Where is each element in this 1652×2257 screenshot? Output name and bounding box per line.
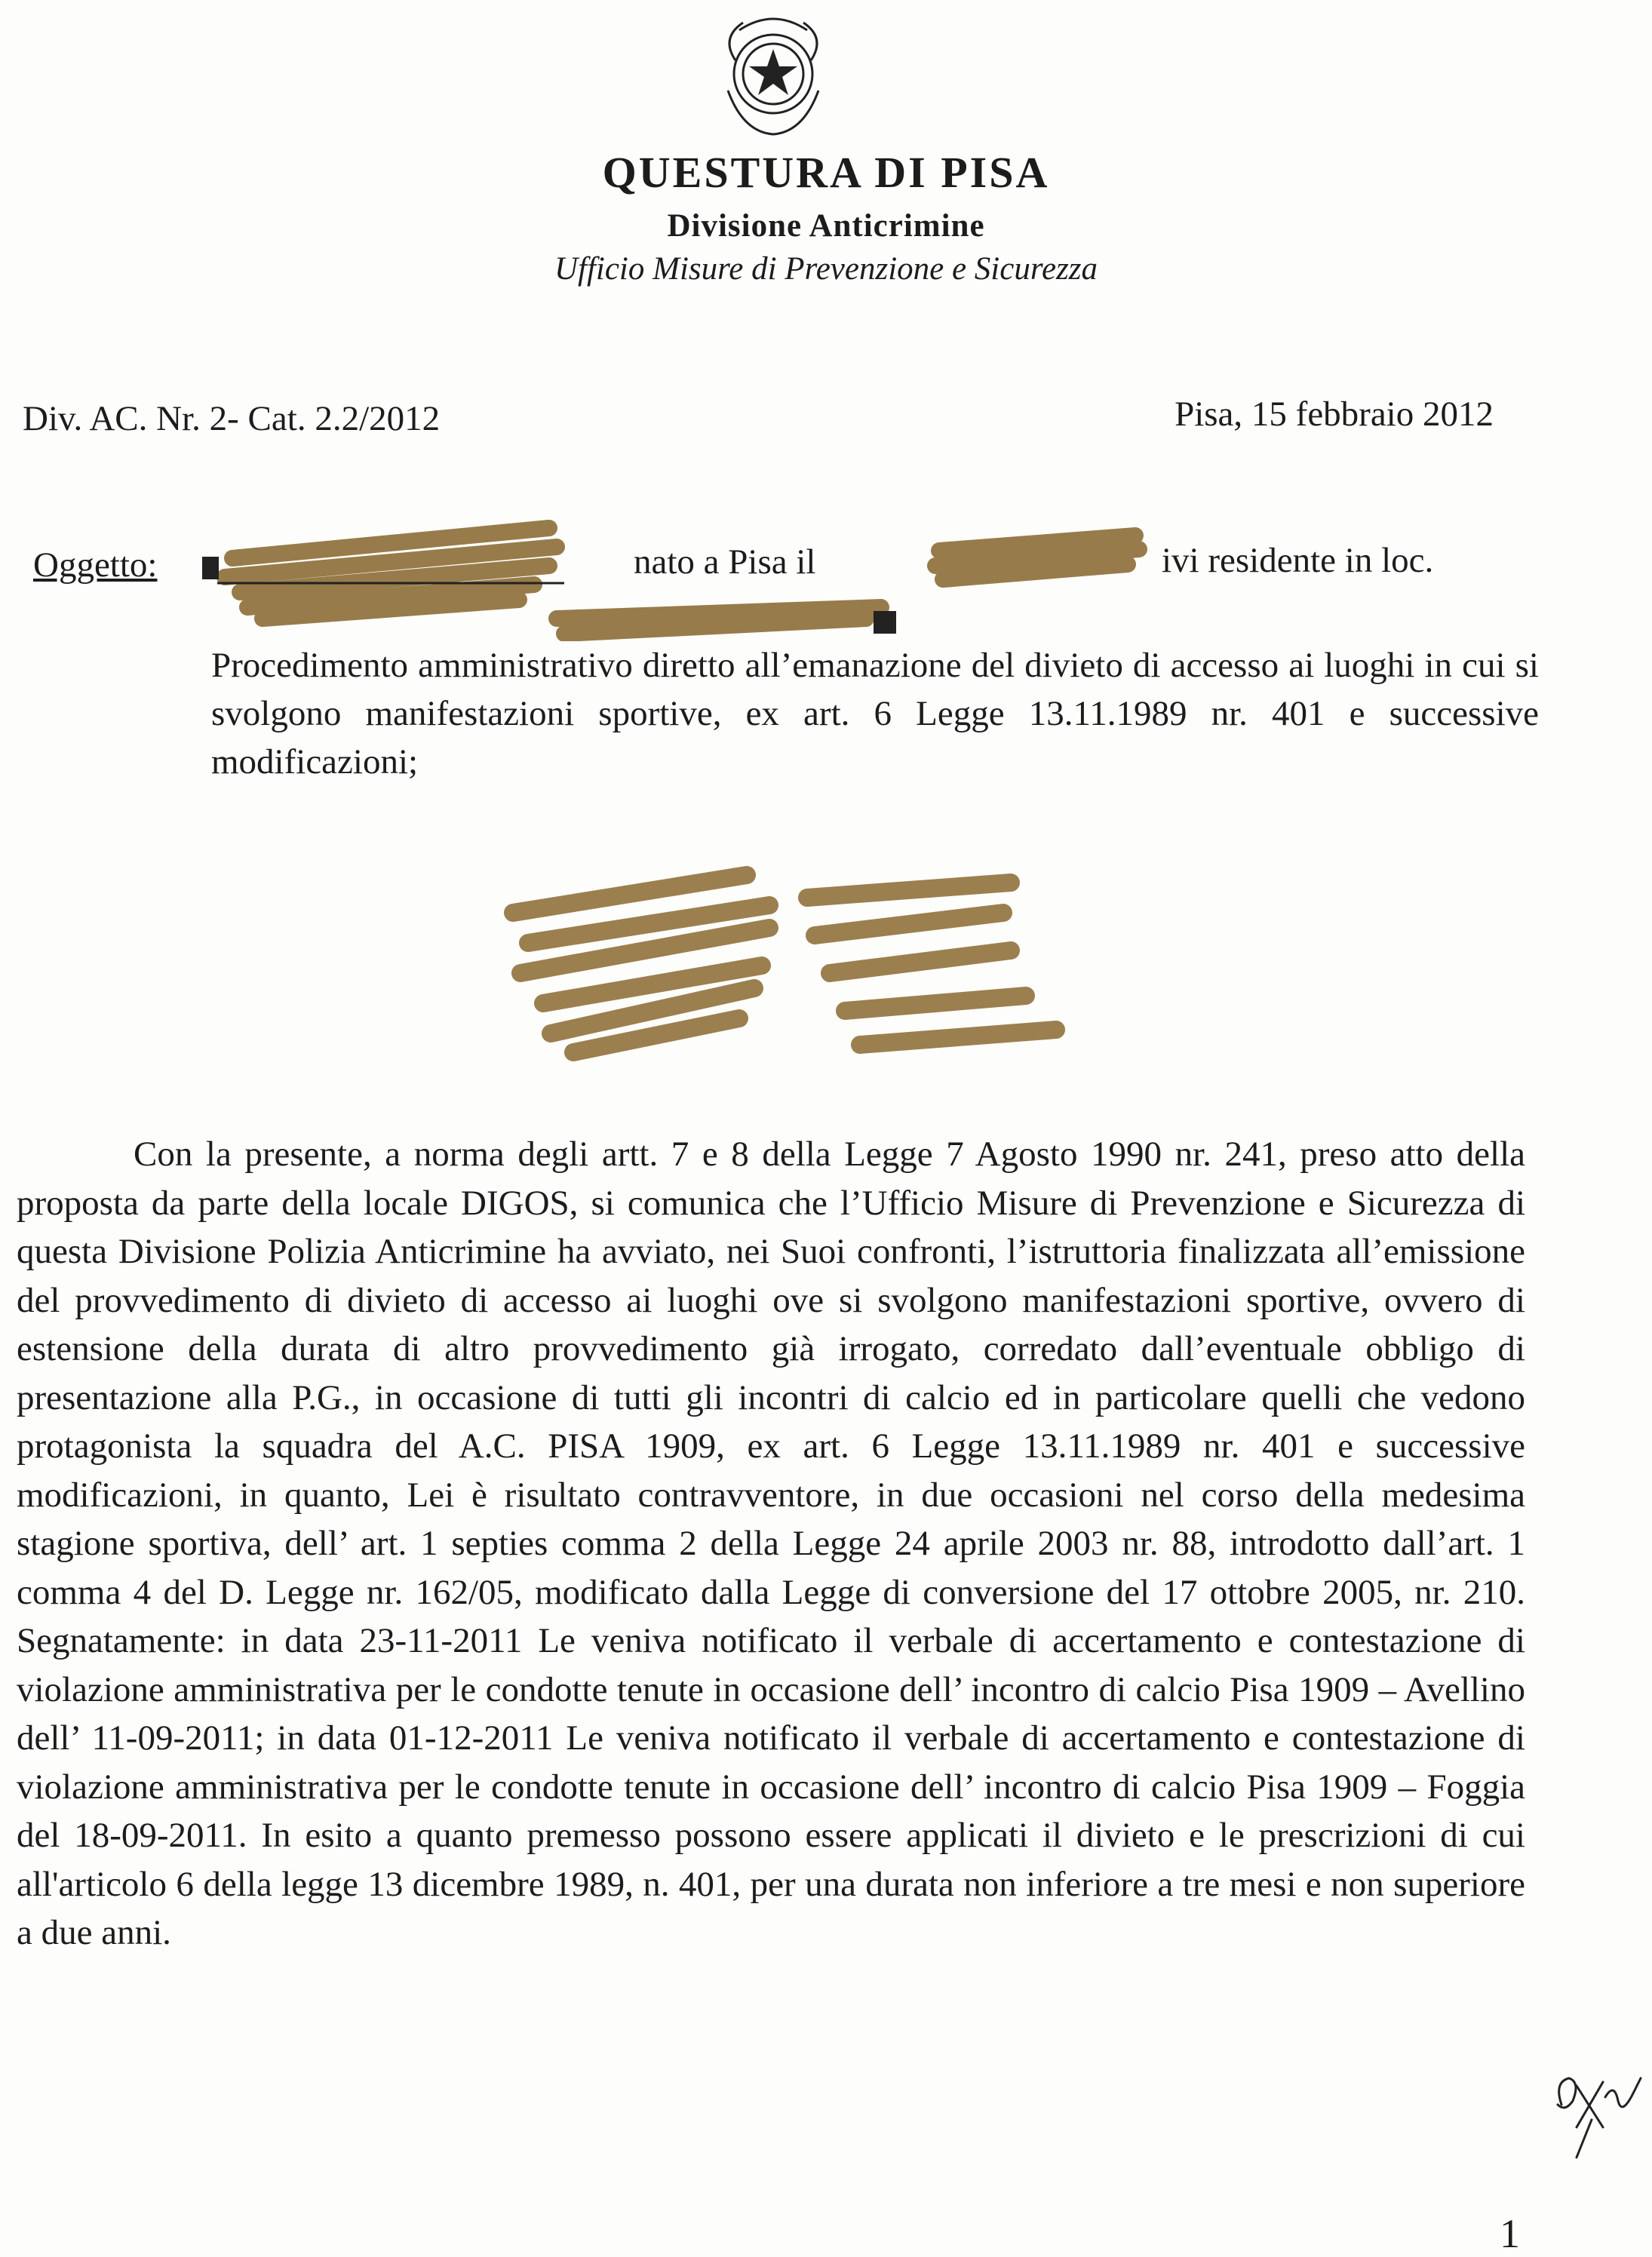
initials-signature xyxy=(1546,2052,1644,2165)
subject-label: Oggetto: xyxy=(33,545,158,585)
redacted-birthdate xyxy=(924,520,1150,596)
redacted-block xyxy=(483,860,1116,1086)
subject-text: Procedimento amministrativo diretto all’emanazione del divieto di accesso ai luoghi in cui si svolgono manifestazioni sportive, ex art. 6 Legge 13.11.1989 nr. 401 e successive modificazioni; xyxy=(211,646,1539,782)
unit-title: Ufficio Misure di Prevenzione e Sicurezza xyxy=(554,251,1098,287)
page-number: 1 xyxy=(1500,2211,1520,2256)
division-title: Divisione Anticrimine xyxy=(667,208,985,244)
office-title: QUESTURA DI PISA xyxy=(602,148,1050,197)
body-paragraph: Con la presente, a norma degli artt. 7 e 8 della Legge 7 Agosto 1990 nr. 241, preso atto della proposta da parte della locale DIGOS, si comunica che l’Ufficio Misure di Prevenzione e Sicurezza di questa Divisione Polizia Anticrimine ha avviato, nei Suoi confronti, l’istruttoria finalizzata all’emissione del provvedimento di divieto di accesso ai luoghi ove si svolgono manifestazioni sportive, ovvero di estensione della durata di altro provvedimento già irrogato, corredato dall’eventuale obbligo di presentazione alla P.G., in occasione di tutti gli incontri di calcio ed in particolare quelli che vedono protagonista la squadra del A.C. PISA 1909, ex art. 6 Legge 13.11.1989 nr. 401 e successive modificazioni, in quanto, Lei è risultato contravventore, in due occasioni nel corso della medesima stagione sportiva, dell’ art. 1 septies comma 2 della Legge 24 aprile 2003 nr. 88, introdotto dall’art. 1 comma 4 del D. Legge nr. 162/05, modificato dalla Legge di conversione del 17 ottobre 2005, nr. 210. Segnatamente: in data 23-11-2011 Le veniva notificato il verbale di accertamento e contestazione di violazione amministrativa per le condotte tenute in occasione dell’ incontro di calcio Pisa 1909 – Avellino dell’ 11-09-2011; in data 01-12-2011 Le veniva notificato il verbale di accertamento e contestazione di violazione amministrativa per le condotte tenute in occasione dell’ incontro di calcio Pisa 1909 – Foggia del 18-09-2011. In esito a quanto premesso possono essere applicati il divieto e le prescrizioni di cui all'articolo 6 della legge 13 dicembre 1989, n. 401, per una durata non inferiore a tre mesi e non superiore a due anni. xyxy=(17,1135,1525,1952)
emblem-icon xyxy=(705,8,841,143)
subject-residence: ivi residente in loc. xyxy=(1162,541,1434,580)
subject-born: nato a Pisa il xyxy=(634,542,816,582)
document-date: Pisa, 15 febbraio 2012 xyxy=(1175,395,1494,434)
protocol-reference: Div. AC. Nr. 2- Cat. 2.2/2012 xyxy=(23,399,441,438)
